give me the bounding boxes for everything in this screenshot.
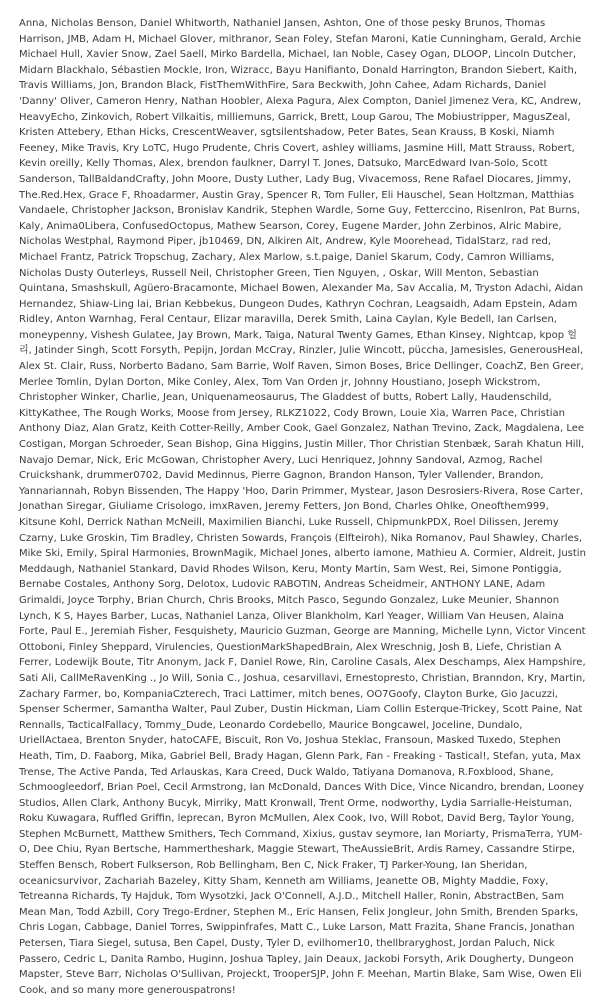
patron-credits-text: Anna, Nicholas Benson, Daniel Whitworth, Nathaniel Jansen, Ashton, One of those pesky Brunos, Thomas Harrison, JMB, Adam H, Michael Glover, mithranor, Sean Foley, Stefan Maroni, Katie Cunningham, Gerald, Archie Michael Hull, Xavier Snow, Zael Saell, Mirko Bardella, Michael, Ian Noble, Casey Ogan, DLOOP, Lincoln Dutcher, Midarn Blackhalo, Sébastien Mockle, Iron, Wizracc, Bayu Hanifianto, Donald Harrington, Brandon Siebert, Kaith, Travis Williams, Jon, Brandon Black, FistThemWithFire, Sara Beckwith, John Cahee, Adam Richards, Daniel 'Danny' Oliver, Cameron Henry, Nathan Hoobler, Alexa Pagura, Alex Compton, Daniel Jimenez Vera, KC, Andrew, HeavyEcho, Zinkovich, Robert Vilkaitis, milliemuns, Garrick, Brett, Loup Garou, The Mobiustripper, MagusZeal, Kristen Attebery, Ethan Hicks, CrescentWeaver, sgtsilentshadow, Peter Bates, Sean Krauss, B Koski, Niamh Feeney, Mike Travis, Kry LoTC, Hugo Prudente, Chris Covert, ashley williams, Jasmine Hill, Matt Strauss, Robert, Kevin oreilly, Kelly Thomas, Alex, brendon faulkner, Darryl T. Jones, Datsuko, MarcEdward Ivan-Solo, Scott Sanderson, TallBaldandCrafty, John Moore, Dusty Luther, Lady Bug, Vivacemoss, Rene Rafael Diocares, Jimmy, The.Red.Hex, Grace F, Rhoadarmer, Austin Gray, Spencer R, Tom Fuller, Eli Hauschel, Sean Holtzman, Matthias Vandaele, Christopher Jackson, Bronislav Kandrik, Stephen Wardle, Some Guy, Fetterccino, RisenIron, Pat Burns, Kaly, Anima0Libera, ConfusedOctopus, Mathew Searson, Corey, Eugene Marder, John Zerbinos, Alric Mabire, Nicholas Westphal, Raymond Piper, jb10469, DN, Alkiren Alt, Andrew, Kyle Moorehead, TidalStarz, rad red, Michael Frantz, Patrick Tropschug, Zachary, Alex Marlow, s.t.paige, Daniel Skarum, Cody, Camron Williams, Nicholas Dusty Outerleys, Russell Neil, Christopher Green, Tien Nguyen, , Oskar, Will Menton, Sebastian Quintana, Smashskull, Agüero-Bracamonte, Michael Bowen, Alexander Ma, Sav Accalia, M, Tryston Adachi, Aidan Hernandez, Shiaw-Ling lai, Brian Kebbekus, Dungeon Dudes, Kathryn Cochran, Leagsaidh, Adam Epstein, Adam Ridley, Anton Warnhag, Feral Centaur, Elizar maravilla, Derek Smith, Laina Caylan, Kyle Bedell, Ian Carlsen, moneypenny, Vishesh Gulatee, Jay Brown, Mark, Taiga, Natural Twenty Games, Ethan Kinsey, Nightcap, kpop 헐리, Jatinder Singh, Scott Forsyth, Pepijn, Jordan McCray, Rinzler, Julie Wincott, püccha, Jamesisles, GenerousHeal, Alex St. Clair, Russ, Norberto Badano, Sam Barrie, Wolf Raven, Simon Boses, Brice Dellinger, CoachZ, Ben Greer, Merlee Tomlin, Dylan Dorton, Mike Conley, Alex, Tom Van Orden jr, Johnny Houstiano, Joseph Wickstrom, Christopher Winker, Charlie, Jean, Uniquenameosaurus, The Gladdest of butts, Robert Lally, Haudenschild, KittyKathee, The Rough Works, Moose from Jersey, RLKZ1022, Cody Brown, Louie Xia, Warren Pace, Christian Anthony Diaz, Alan Gratz, Keith Cotter-Reilly, Amber Cook, Gael Gonzalez, Nathan Trevino, Zack, Magdalena, Lee Costigan, Morgan Schroeder, Sean Bishop, Gina Higgins, Justin Miller, Thor Christian Stenbæk, Sarah Khatun Hill, Navajo Demar, Nick, Eric McGowan, Christopher Avery, Luci Henriquez, Johnny Sandoval, Azmog, Rachel Cruickshank, drummer0702, David Medinnus, Pierre Gagnon, Brandon Hanson, Tyler Vallender, Brandon, Yannariannah, Robyn Bissenden, The Happy 'Hoo, Darin Primmer, Mystear, Jason Desrosiers-Rivera, Rose Carter, Jonathan Siregar, Giuliame Crisologo, imxRaven, Jeremy Fetters, Jon Bond, Charles Ohlke, Oneofthem999, Kitsune Kohl, Derrick Nathan McNeill, Maximilien Bianchi, Luke Russell, ChipmunkPDX, Roel Dilissen, Jeremy Czarny, Luke Groskin, Tim Bradley, Christen Sowards, François (Elfteiroh), Nika Romanov, Paul Shawley, Charles, Mike Ski, Emily, Spiral Harmonies, BrownMagik, Michael Jones, alberto iamone, Mathieu A. Cormier, Aldreit, Justin Meddaugh, Nathaniel Stankard, David Rhodes Wilson, Keru, Monty Martin, Sam West, Rei, Simone Pontiggia, Bernabe Costales, Anthony Sorg, Delotox, Ludovic RABOTIN, Andreas Scheidmeir, ANTHONY LANE, Adam Grimaldi, Joyce Torphy, Brian Church, Chris Brooks, Mitch Pasco, Segundo Gonzalez, Luke Meunier, Shannon Lynch, K S, Hayes Barber, Lucas, Nathaniel Lanza, Oliver Blankholm, Karl Yeager, William Van Heusen, Alaina Forte, Paul E., Jeremiah Fisher, Fesquishety, Mauricio Guzman, George are Manning, Michelle Lynn, Victor Vincent Ottoboni, Finley Sheppard, Virulencies, QuestionMarkShapedBrain, Alex Wreschnig, Josh B, Liefe, Christian A Ferrer, Lodewijk Boute, Titr Anonym, Jack F, Daniel Rowe, Rin, Caroline Casals, Alex Deschamps, Alex Hampshire, Sati Ali, CallMeRavenKing ., Jo Will, Sonia C., Joshua, cesarvillavi, Ernestopresto, Christian, Branndon, Kry, Martin, Zachary Farmer, bo, KompaniaCzterech, Traci Lattimer, mitch benes, OO7Goofy, Clayton Burke, Gio Jacuzzi, Spenser Schermer, Samantha Walter, Paul Zuber, Dustin Hickman, Liam Collin Esterque-Trickey, Scott Paine, Nat Rennalls, TacticalFallacy, Tommy_Dude, Leonardo Cordebello, Maurice Bongcawel, Joceline, Dundalo, UriellActaea, Brenton Snyder, hatoCAFE, Biscuit, Ron Vo, Joshua Steklac, Fransoun, Masked Tuxedo, Stephen Heath, Tim, D. Faaborg, Mika, Gabriel Bell, Brady Hagan, Glenn Park, Fan - Freaking - Tastical!, Stefan, yuta, Max Trense, The Active Panda, Ted Arlauskas, Kara Creed, Duck Waldo, Tatiyana Domanova, R.Foxblood, Shane, Schmoogleedorf, Brian Poel, Cecil Armstrong, Ian McDonald, Dances With Dice, Vince Nicandro, brendan, Looney Studios, Allen Clark, Anthony Bucyk, Mirriky, Matt Kronwall, Trent Orme, nodworthy, Lydia Sarrialle-Heistuman, Roku Kuwagara, Ruffled Griffin, leprecan, Byron McMullen, Alex Cook, Ivo, Will Robot, David Berg, Taylor Young, Stephen McBurnett, Matthew Smithers, Tech Command, Xixius, gustav seymore, Ian Moriarty, PrismaTerra, YUM-O, Dee Chiu, Ryan Bertsche, Hammertheshark, Maggie Stewart, TheAussieBrit, Ardis Ramey, Cassandre Stirpe, Steffen Bensch, Robert Fulkserson, Rob Bellingham, Ben C, Nick Fraker, TJ Parker-Young, Ian Sheridan, oceanicsurvivor, Zachariah Bazeley, Kitty Sham, Kenneth am Williams, Jeanette OB, Mighty Maddie, Foxy, Tetreanna Richards, Ty Hajduk, Tom Wysotzki, Jack O'Connell, A.J.D., Mitchell Haller, Ronin, AbstractBen, Sam Mean Man, Todd Azbill, Cory Trego-Erdner, Stephen M., Eric Hansen, Felix Jongleur, John Smith, Brenden Sparks, Chris Logan, Cabbage, Daniel Torres, Swippinfrafes, Matt C., Luke Larson, Matt Frazita, Shane Francis, Jonathan Petersen, Tiara Siegel, sutusa, Ben Capel, Dusty, Tyler D, evilhomer10, thellbraryghost, Jordan Paluch, Nick Passero, Cedric L, Danita Rambo, Huginn, Joshua Tapley, Jain Deaux, Jackobi Forsyth, Arik Dougherty, Dungeon Mapster, Steve Barr, Nicholas O'Sullivan, Projeckt, TrooperSJP, John F. Meehan, Martin Blake, Sam Wise, Owen Eli Cook, and so many more generouspatrons!: [19, 18, 586, 996]
